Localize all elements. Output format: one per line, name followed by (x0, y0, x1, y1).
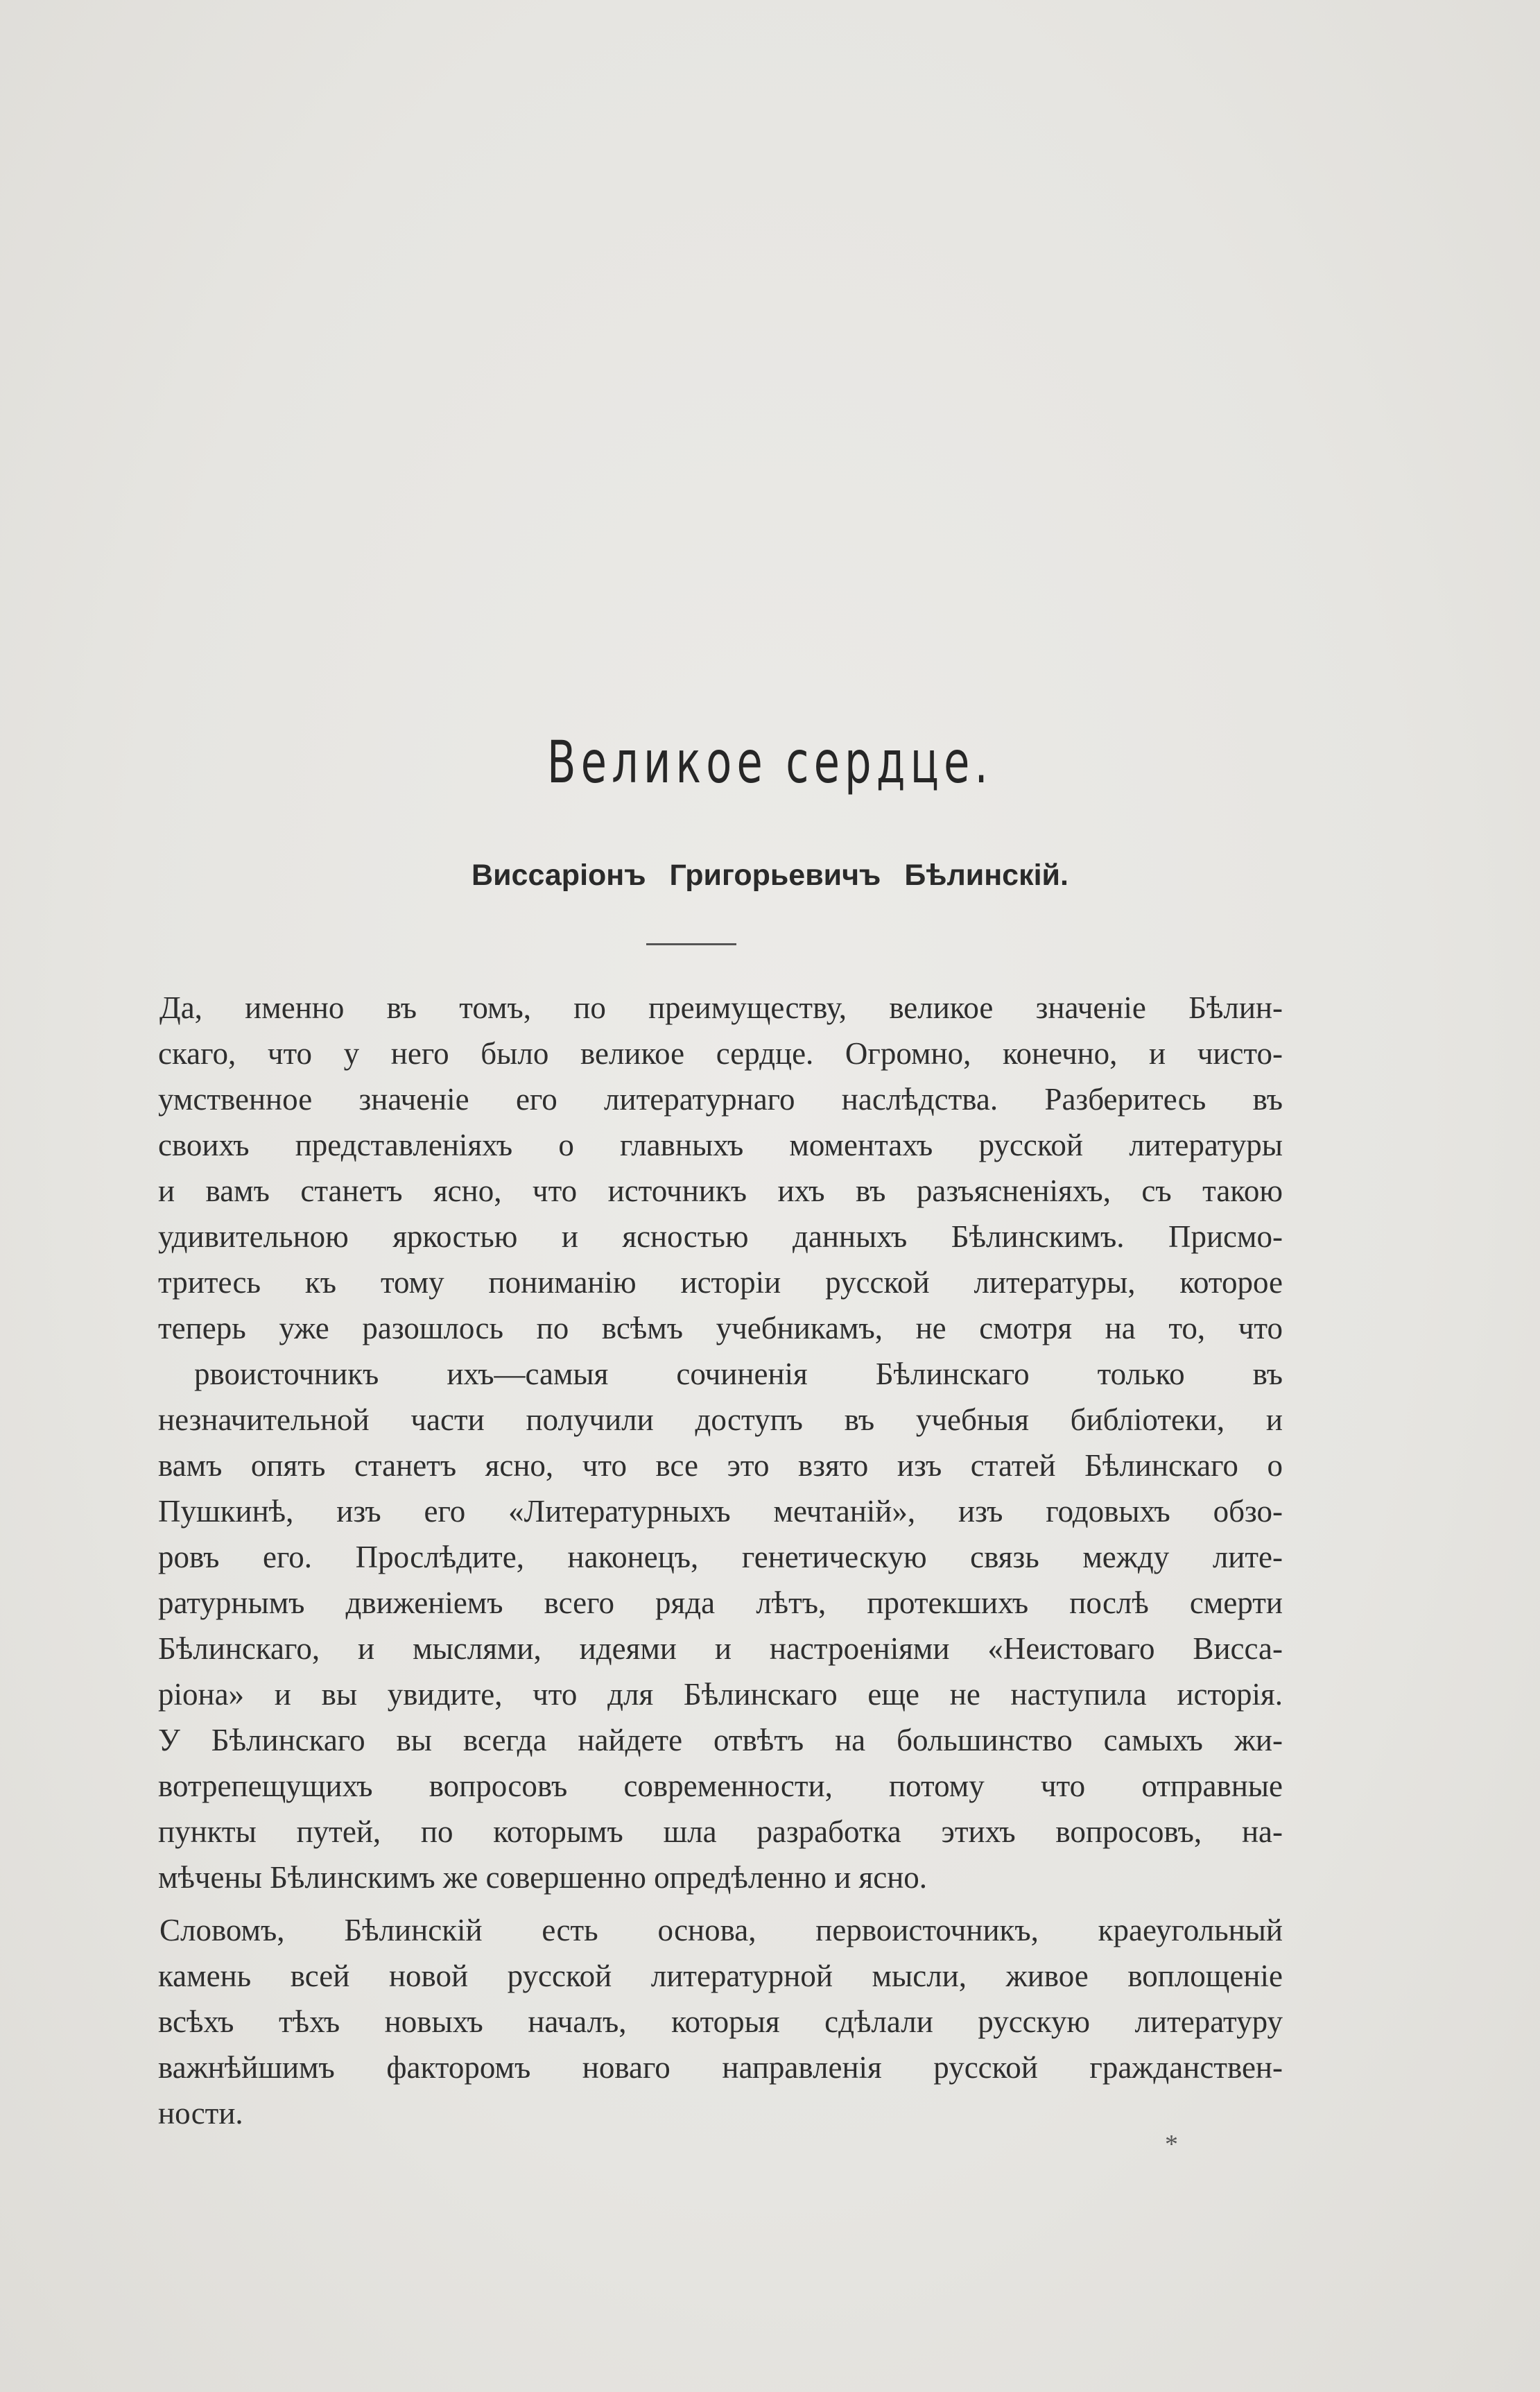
paragraph-gap (158, 1900, 1283, 1907)
text-line: мѣчены Бѣлинскимъ же совершенно опредѣленно и ясно. (158, 1860, 928, 1895)
text-line: своихъ представленіяхъ о главныхъ моментахъ русской литературы (158, 1128, 1283, 1162)
text-line: ратурнымъ движеніемъ всего ряда лѣтъ, протекшихъ послѣ смерти (158, 1585, 1283, 1620)
text-line: тритесь къ тому пониманію исторіи русской литературы, которое (158, 1265, 1283, 1300)
text-line: ности. (158, 2096, 243, 2131)
text-line: вамъ опять станетъ ясно, что все это взято изъ статей Бѣлинскаго о (158, 1448, 1283, 1483)
text-line: вотрепещущихъ вопросовъ современности, потому что отправные (158, 1769, 1283, 1803)
text-line: удивительною яркостью и ясностью данныхъ Бѣлинскимъ. Присмо- (158, 1219, 1283, 1254)
text-line: умственное значеніе его литературнаго наслѣдства. Разберитесь въ (158, 1082, 1283, 1117)
text-line: скаго, что у него было великое сердце. Огромно, конечно, и чисто- (158, 1036, 1283, 1071)
body-text (158, 985, 1283, 2136)
text-line: и вамъ станетъ ясно, что источникъ ихъ въ разъясненіяхъ, съ такою (158, 1173, 1283, 1208)
text-line: рвоисточникъ ихъ—самыя сочиненія Бѣлинскаго только въ (194, 1357, 1283, 1391)
page-subtitle: Виссаріонъ Григорьевичъ Бѣлинскій. (471, 859, 1069, 892)
paragraph-1 (158, 985, 1283, 1900)
text-line: ровъ его. Прослѣдите, наконецъ, генетическую связь между лите- (158, 1540, 1283, 1574)
page-title: Великое сердце. (547, 728, 993, 796)
asterisk-ornament: * (1165, 2130, 1178, 2159)
text-line: Пушкинѣ, изъ его «Литературныхъ мечтаній», изъ годовыхъ обзо- (158, 1494, 1283, 1529)
text-line: всѣхъ тѣхъ новыхъ началъ, которыя сдѣлали русскую литературу (158, 2004, 1283, 2039)
text-line: Словомъ, Бѣлинскій есть основа, первоисточникъ, краеугольный (159, 1913, 1283, 1947)
text-line: важнѣйшимъ факторомъ новаго направленія русской гражданствен- (158, 2050, 1283, 2085)
text-line: Бѣлинскаго, и мыслями, идеями и настроеніями «Неистоваго Висса- (158, 1631, 1283, 1666)
paragraph-2 (158, 1907, 1283, 2136)
text-line: теперь уже разошлось по всѣмъ учебникамъ, не смотря на то, что (158, 1311, 1283, 1345)
text-line: камень всей новой русской литературной мысли, живое воплощеніе (158, 1959, 1283, 1993)
text-line: Да, именно въ томъ, по преимуществу, великое значеніе Бѣлин- (159, 990, 1283, 1025)
text-line: ріона» и вы увидите, что для Бѣлинскаго еще не наступила исторія. (158, 1677, 1283, 1712)
text-line: пункты путей, по которымъ шла разработка этихъ вопросовъ, на- (158, 1814, 1283, 1849)
title-divider (646, 943, 736, 945)
text-line: У Бѣлинскаго вы всегда найдете отвѣтъ на большинство самыхъ жи- (158, 1723, 1283, 1757)
text-line: незначительной части получили доступъ въ учебныя библіотеки, и (158, 1402, 1283, 1437)
